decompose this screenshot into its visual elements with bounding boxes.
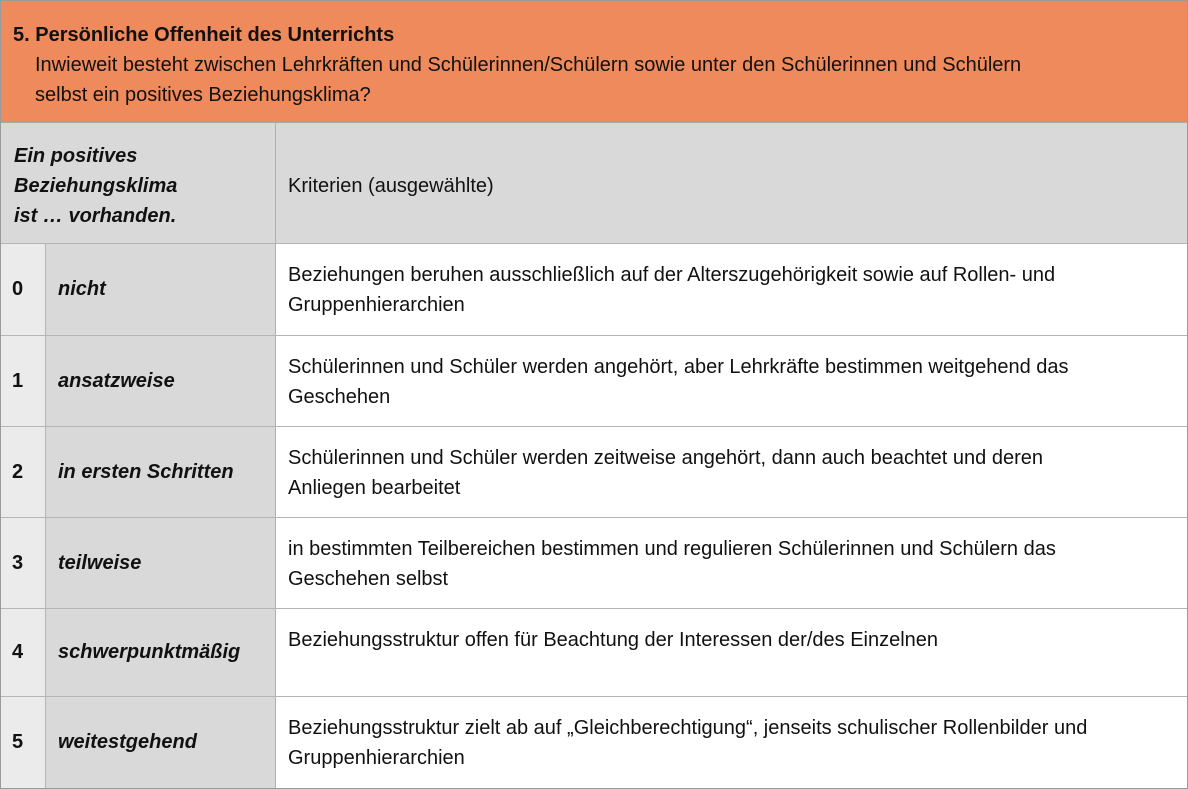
section-title: 5. Persönliche Offenheit des Unterrichts xyxy=(13,24,395,46)
row-number: 3 xyxy=(1,518,46,608)
table-row xyxy=(1,244,1187,336)
level-header-line: ist … vorhanden. xyxy=(14,205,177,227)
row-level: schwerpunktmäßig xyxy=(46,609,276,696)
level-header-line: Beziehungsklima xyxy=(14,175,178,197)
row-criteria xyxy=(276,697,1187,788)
row-criteria xyxy=(276,336,1187,426)
row-number: 1 xyxy=(1,336,46,426)
criteria-line: Schülerinnen und Schüler werden angehört, aber Lehrkräfte bestimmen weitgehend das xyxy=(288,356,1069,378)
row-criteria xyxy=(276,244,1187,335)
criteria-column-header: Kriterien (ausgewählte) xyxy=(276,123,1187,243)
row-number: 0 xyxy=(1,244,46,335)
criteria-line: Gruppenhierarchien xyxy=(288,747,465,769)
row-level: teilweise xyxy=(46,518,276,608)
question-line-2: selbst ein positives Beziehungsklima? xyxy=(35,84,371,106)
table-row xyxy=(1,336,1187,427)
row-number: 4 xyxy=(1,609,46,696)
row-number: 2 xyxy=(1,427,46,517)
row-criteria xyxy=(276,518,1187,608)
criteria-line: Gruppenhierarchien xyxy=(288,294,465,316)
table-row xyxy=(1,427,1187,518)
criteria-line: Anliegen bearbeitet xyxy=(288,477,461,499)
section-header xyxy=(1,1,1187,123)
criteria-line: in bestimmten Teilbereichen bestimmen und regulieren Schülerinnen und Schülern das xyxy=(288,538,1056,560)
table-row xyxy=(1,697,1187,788)
criteria-line: Beziehungsstruktur offen für Beachtung der Interessen der/des Einzelnen xyxy=(288,629,939,651)
level-column-header xyxy=(1,123,276,243)
row-level: weitestgehend xyxy=(46,697,276,788)
level-header-line: Ein positives xyxy=(14,145,138,167)
criteria-line: Geschehen selbst xyxy=(288,568,449,590)
criteria-line: Beziehungsstruktur zielt ab auf „Gleichberechtigung“, jenseits schulischer Rollenbilder und xyxy=(288,717,1088,739)
row-level: nicht xyxy=(46,244,276,335)
question-line-1: Inwieweit besteht zwischen Lehrkräften und Schülerinnen/Schülern sowie unter den Schülerinnen und Schülern xyxy=(35,54,1022,76)
criteria-line: Schülerinnen und Schüler werden zeitweise angehört, dann auch beachtet und deren xyxy=(288,447,1043,469)
table-row xyxy=(1,609,1187,697)
row-level: in ersten Schritten xyxy=(46,427,276,517)
row-level: ansatzweise xyxy=(46,336,276,426)
table-row xyxy=(1,518,1187,609)
section-question xyxy=(13,50,1175,110)
row-criteria xyxy=(276,609,1187,696)
row-number: 5 xyxy=(1,697,46,788)
criteria-line: Beziehungen beruhen ausschließlich auf der Alterszugehörigkeit sowie auf Rollen- und xyxy=(288,264,1056,286)
table-header-row xyxy=(1,123,1187,244)
criteria-line: Geschehen xyxy=(288,386,391,408)
row-criteria xyxy=(276,427,1187,517)
